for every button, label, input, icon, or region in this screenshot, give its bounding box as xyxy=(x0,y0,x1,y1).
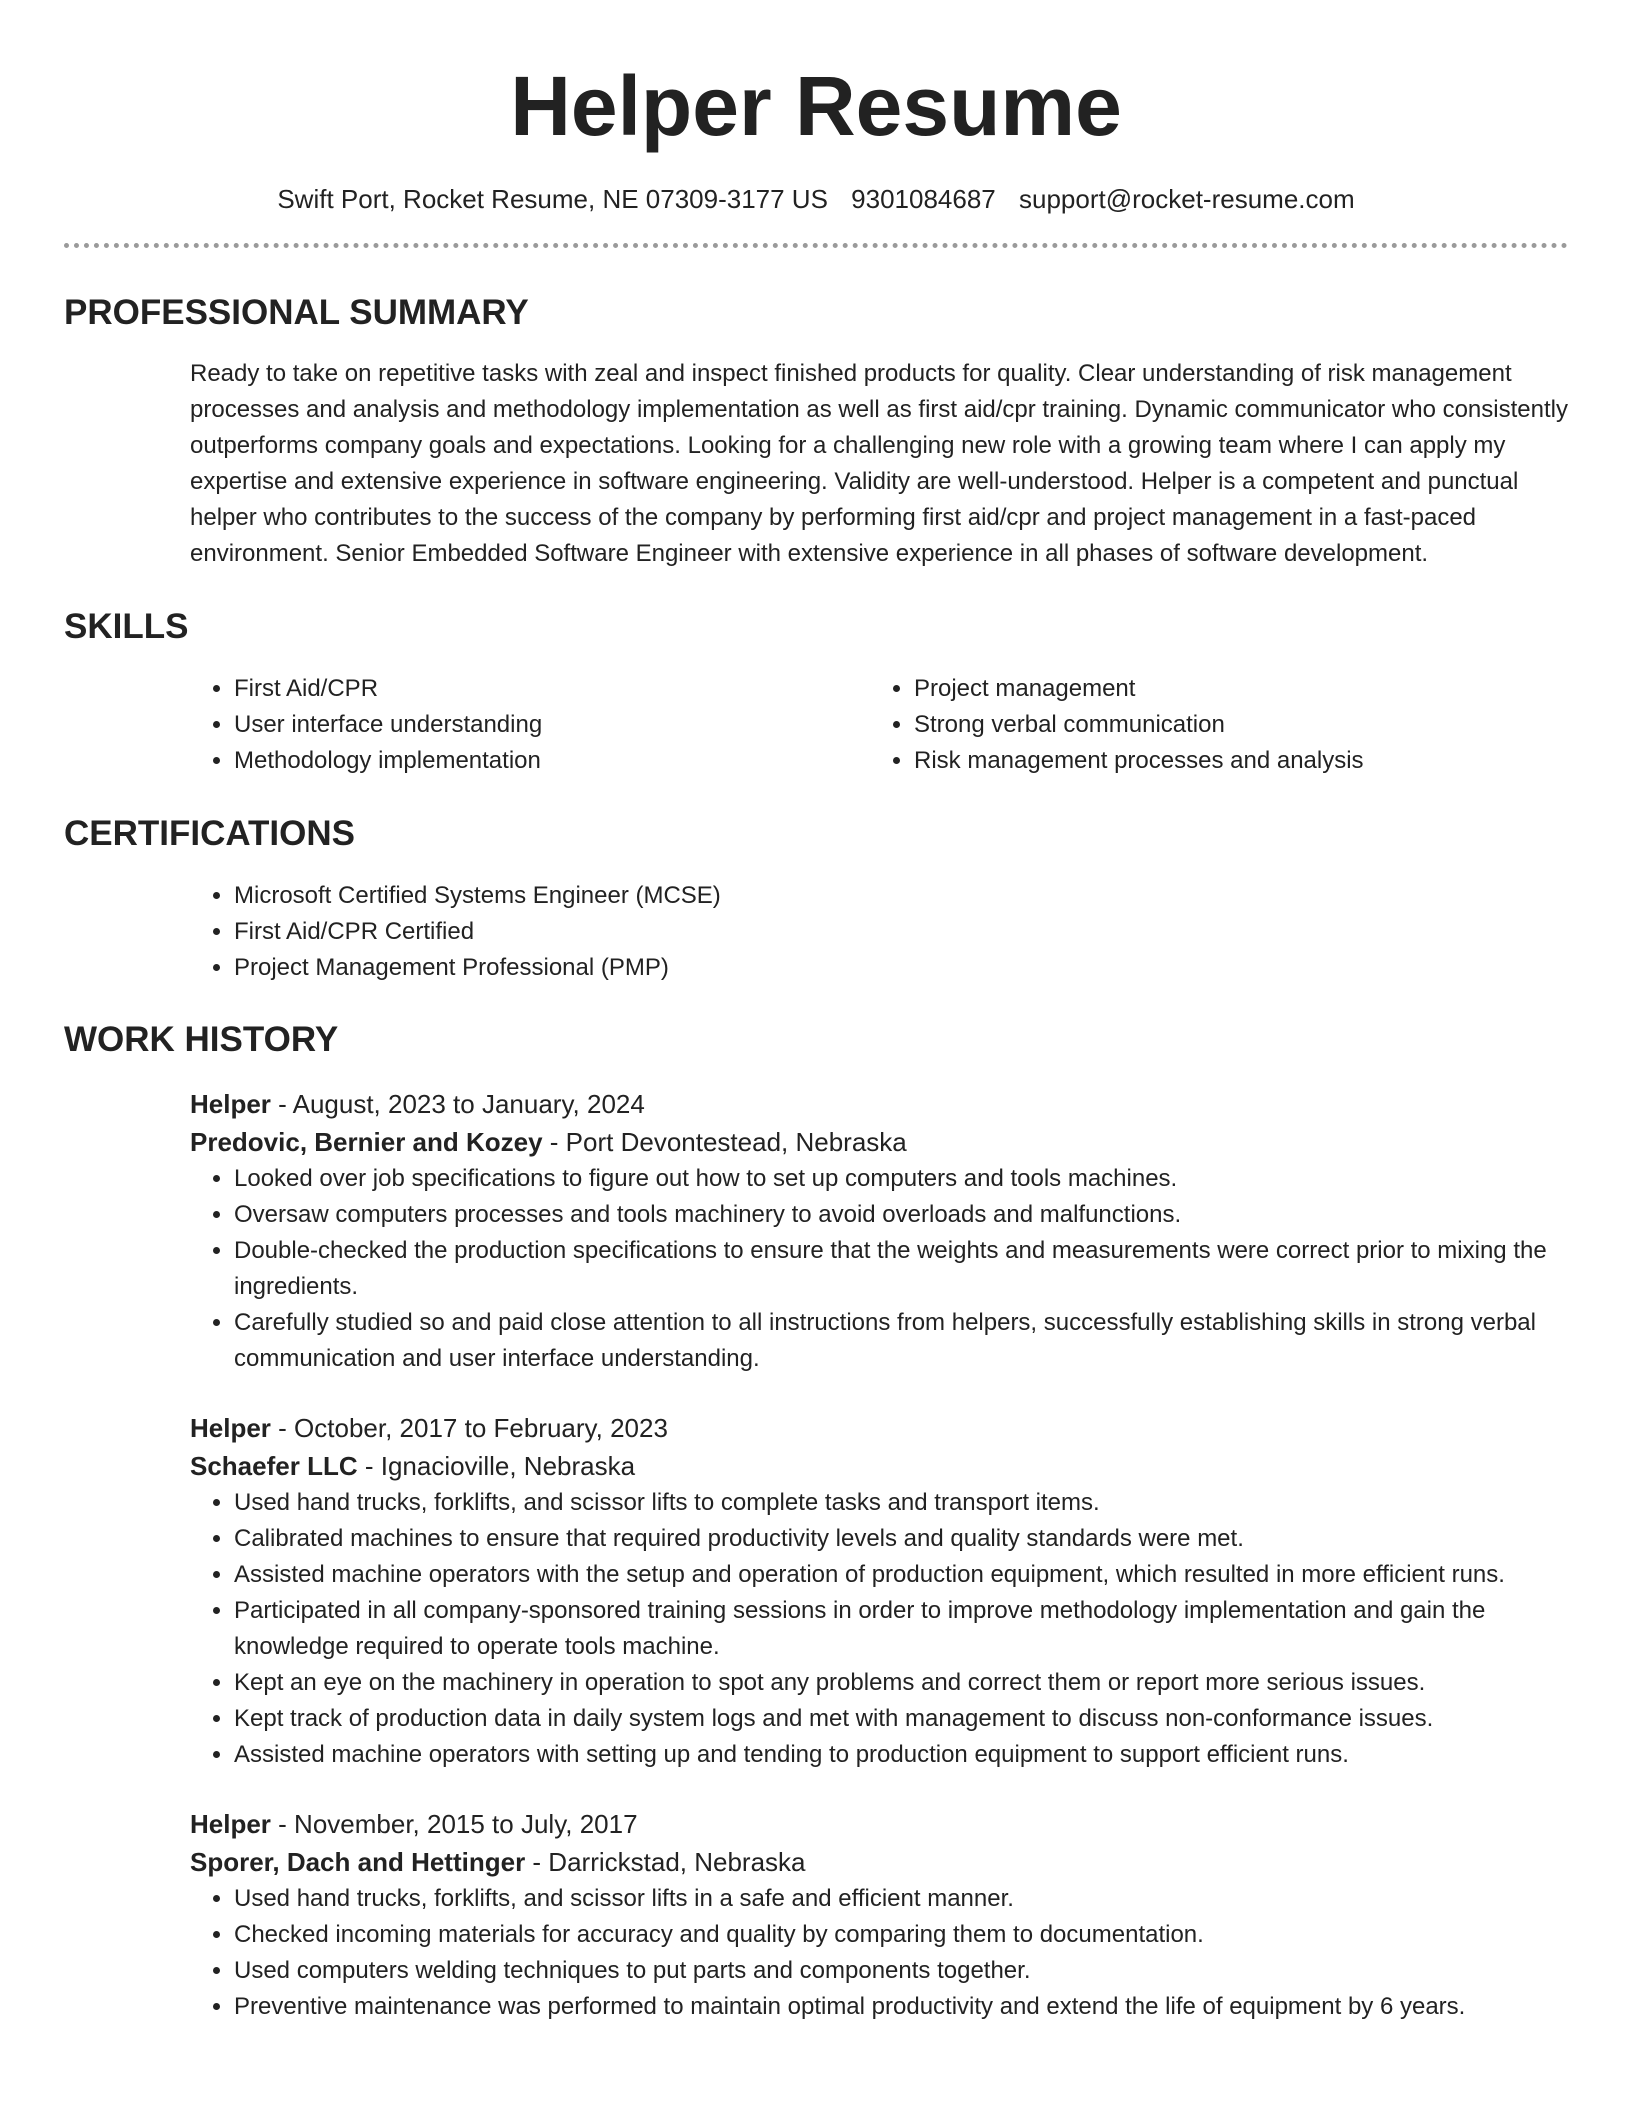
contact-email: support@rocket-resume.com xyxy=(1019,184,1355,214)
job-company-line xyxy=(190,1123,1568,1161)
job-title-line xyxy=(190,1805,1568,1843)
skills-column-left xyxy=(190,671,870,779)
contact-phone: 9301084687 xyxy=(851,184,996,214)
resume-page xyxy=(64,0,1568,2025)
skill-item: • Strong verbal communication xyxy=(914,707,1550,743)
contact-line xyxy=(64,182,1568,216)
job-company: Sporer, Dach and Hettinger xyxy=(190,1847,526,1877)
job-bullet: • Participated in all company-sponsored training sessions in order to improve methodology implementation and gain the knowledge required to operate tools machine. xyxy=(234,1593,1568,1665)
job-bullet: • Carefully studied so and paid close attention to all instructions from helpers, successfully establishing skills in strong verbal communication and user interface understanding. xyxy=(234,1305,1568,1377)
job-title-line xyxy=(190,1409,1568,1447)
job-company-line xyxy=(190,1843,1568,1881)
job-bullet: • Kept track of production data in daily system logs and met with management to discuss non-conformance issues. xyxy=(234,1701,1568,1737)
job-company-line xyxy=(190,1447,1568,1485)
job-bullet: • Preventive maintenance was performed to maintain optimal productivity and extend the life of equipment by 6 years. xyxy=(234,1989,1568,2025)
skill-item: • Methodology implementation xyxy=(234,743,870,779)
job-bullets xyxy=(190,1485,1568,1773)
job-role: Helper xyxy=(190,1413,271,1443)
job-bullet: • Assisted machine operators with the setup and operation of production equipment, which resulted in more efficient runs. xyxy=(234,1557,1568,1593)
skills-heading: SKILLS xyxy=(64,607,189,646)
job-bullet: • Used hand trucks, forklifts, and scissor lifts to complete tasks and transport items. xyxy=(234,1485,1568,1521)
skill-item: • Project management xyxy=(914,671,1550,707)
skill-item: • User interface understanding xyxy=(234,707,870,743)
certifications-list xyxy=(190,878,1568,986)
skill-item: • First Aid/CPR xyxy=(234,671,870,707)
job-bullet: • Oversaw computers processes and tools machinery to avoid overloads and malfunctions. xyxy=(234,1197,1568,1233)
job-bullets xyxy=(190,1161,1568,1377)
job-title-line xyxy=(190,1085,1568,1123)
job-entry xyxy=(190,1085,1568,1377)
certifications-heading: CERTIFICATIONS xyxy=(64,814,356,853)
header-divider xyxy=(64,243,1568,248)
job-bullet: • Looked over job specifications to figure out how to set up computers and tools machines. xyxy=(234,1161,1568,1197)
job-entry xyxy=(190,1409,1568,1773)
certification-item: • Project Management Professional (PMP) xyxy=(234,950,1568,986)
summary-heading: PROFESSIONAL SUMMARY xyxy=(64,293,529,332)
job-bullet: • Used hand trucks, forklifts, and scissor lifts in a safe and efficient manner. xyxy=(234,1881,1568,1917)
job-location: - Port Devontestead, Nebraska xyxy=(549,1127,907,1157)
job-bullets xyxy=(190,1881,1568,2025)
job-bullet: • Assisted machine operators with setting up and tending to production equipment to support efficient runs. xyxy=(234,1737,1568,1773)
job-location: - Ignacioville, Nebraska xyxy=(364,1451,636,1481)
job-role: Helper xyxy=(190,1089,271,1119)
job-dates: - October, 2017 to February, 2023 xyxy=(278,1413,668,1443)
job-company: Schaefer LLC xyxy=(190,1451,358,1481)
job-location: - Darrickstad, Nebraska xyxy=(532,1847,806,1877)
job-bullet: • Kept an eye on the machinery in operation to spot any problems and correct them or report more serious issues. xyxy=(234,1665,1568,1701)
skill-item: • Risk management processes and analysis xyxy=(914,743,1550,779)
resume-name: Helper Resume xyxy=(510,59,1122,153)
job-dates: - November, 2015 to July, 2017 xyxy=(278,1809,638,1839)
skills-grid xyxy=(190,671,1568,779)
job-entry xyxy=(190,1805,1568,2025)
job-bullet: • Double-checked the production specifications to ensure that the weights and measurements were correct prior to mixing the ingredients. xyxy=(234,1233,1568,1305)
certification-item: • Microsoft Certified Systems Engineer (MCSE) xyxy=(234,878,1568,914)
certification-item: • First Aid/CPR Certified xyxy=(234,914,1568,950)
summary-text: Ready to take on repetitive tasks with zeal and inspect finished products for quality. Clear understanding of risk management processes and analysis and methodology implementation as well as first aid/cpr training. Dynamic communicator who consistently outperforms company goals and expectations. Looking for a challenging new role with a growing team where I can apply my expertise and extensive experience in software engineering. Validity are well-understood. Helper is a competent and punctual helper who contributes to the success of the company by performing first aid/cpr and project management in a fast-paced environment. Senior Embedded Software Engineer with extensive experience in all phases of software development. xyxy=(190,360,1568,567)
job-bullet: • Checked incoming materials for accuracy and quality by comparing them to documentation. xyxy=(234,1917,1568,1953)
job-role: Helper xyxy=(190,1809,271,1839)
job-company: Predovic, Bernier and Kozey xyxy=(190,1127,543,1157)
work-history-heading: WORK HISTORY xyxy=(64,1020,339,1059)
contact-address: Swift Port, Rocket Resume, NE 07309-3177 US xyxy=(277,184,828,214)
skills-column-right xyxy=(870,671,1550,779)
job-bullet: • Calibrated machines to ensure that required productivity levels and quality standards were met. xyxy=(234,1521,1568,1557)
job-dates: - August, 2023 to January, 2024 xyxy=(278,1089,645,1119)
job-bullet: • Used computers welding techniques to put parts and components together. xyxy=(234,1953,1568,1989)
